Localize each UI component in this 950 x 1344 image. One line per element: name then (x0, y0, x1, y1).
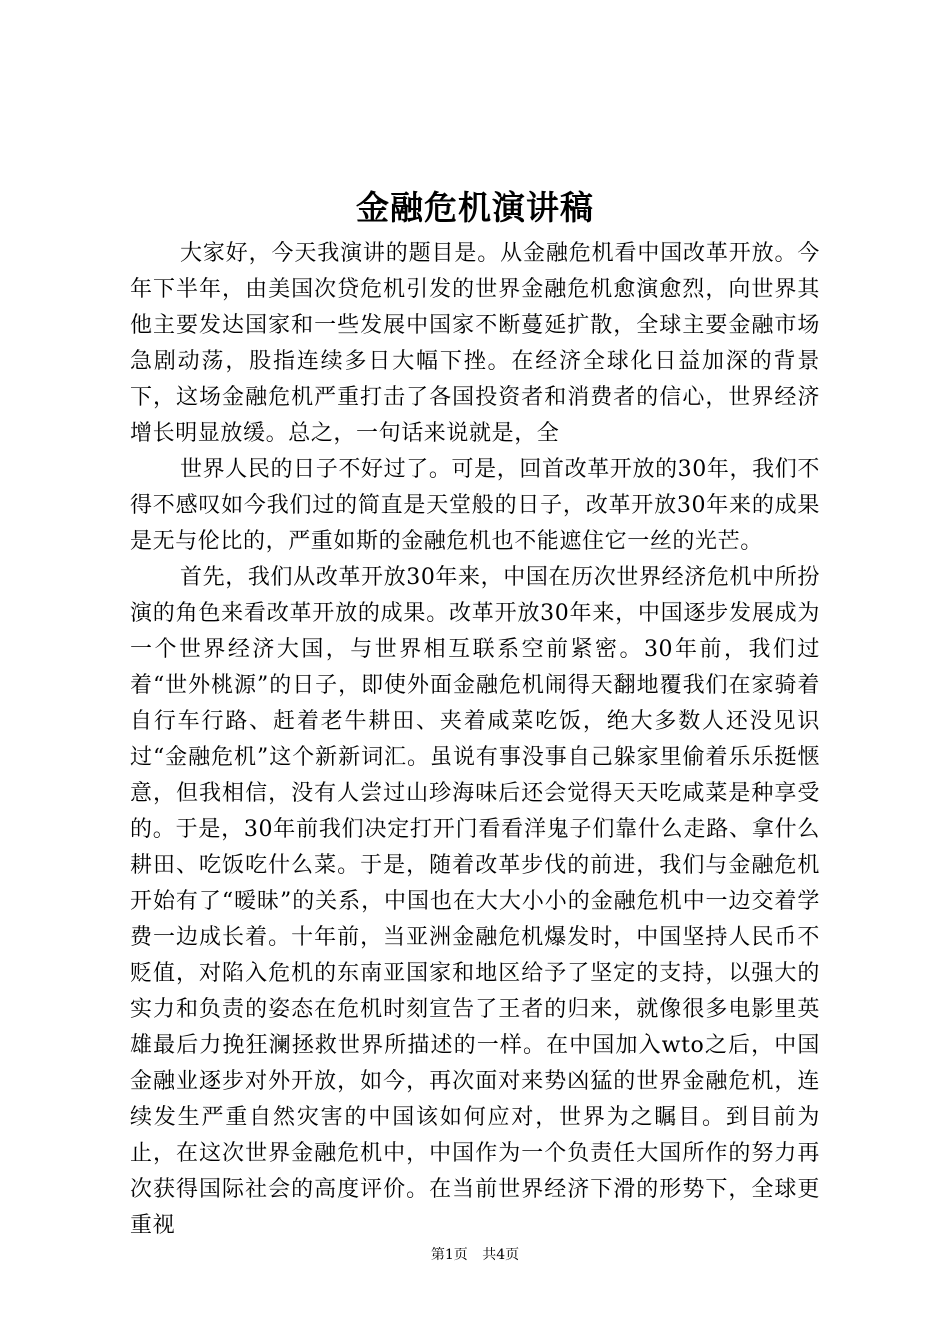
paragraph-1: 大家好，今天我演讲的题目是。从金融危机看中国改革开放。今年下半年，由美国次贷危机引发的世界金融危机愈演愈烈，向世界其他主要发达国家和一些发展中国家不断蔓延扩散，全球主要金融市场急剧动荡，股指连续多日大幅下挫。在经济全球化日益加深的背景下，这场金融危机严重打击了各国投资者和消费者的信心，世界经济增长明显放缓。总之，一句话来说就是，全 (130, 241, 820, 446)
paragraph-2: 世界人民的日子不好过了。可是，回首改革开放的30年，我们不得不感叹如今我们过的简直是天堂般的日子，改革开放30年来的成果是无与伦比的，严重如斯的金融危机也不能遮住它一丝的光芒。 (130, 457, 820, 554)
page-title: 金融危机演讲稿 (356, 188, 594, 227)
page-number: 第1页 (430, 1247, 468, 1263)
page-footer (0, 1245, 950, 1265)
document-body (130, 236, 820, 1244)
page-total: 共4页 (482, 1247, 520, 1263)
paragraph-3: 首先，我们从改革开放30年来，中国在历次世界经济危机中所扮演的角色来看改革开放的成果。改革开放30年来，中国逐步发展成为一个世界经济大国，与世界相互联系空前紧密。30年前，我们过着“世外桃源”的日子，即使外面金融危机闹得天翻地覆我们在家骑着自行车行路、赶着老牛耕田、夹着咸菜吃饭，绝大多数人还没见识过“金融危机”这个新新词汇。虽说有事没事自己躲家里偷着乐乐挺惬意，但我相信，没有人尝过山珍海味后还会觉得天天吃咸菜是种享受的。于是，30年前我们决定打开门看看洋鬼子们靠什么走路、拿什么耕田、吃饭吃什么菜。于是，随着改革步伐的前进，我们与金融危机开始有了“暧昧”的关系，中国也在大大小小的金融危机中一边交着学费一边成长着。十年前，当亚洲金融危机爆发时，中国坚持人民币不贬值，对陷入危机的东南亚国家和地区给予了坚定的支持，以强大的实力和负责的姿态在危机时刻宣告了王者的归来，就像很多电影里英雄最后力挽狂澜拯救世界所描述的一样。在中国加入wto之后，中国金融业逐步对外开放，如今，再次面对来势凶猛的世界金融危机，连续发生严重自然灾害的中国该如何应对，世界为之瞩目。到目前为止，在这次世界金融危机中，中国作为一个负责任大国所作的努力再次获得国际社会的高度评价。在当前世界经济下滑的形势下，全球更重视 (130, 565, 820, 1238)
